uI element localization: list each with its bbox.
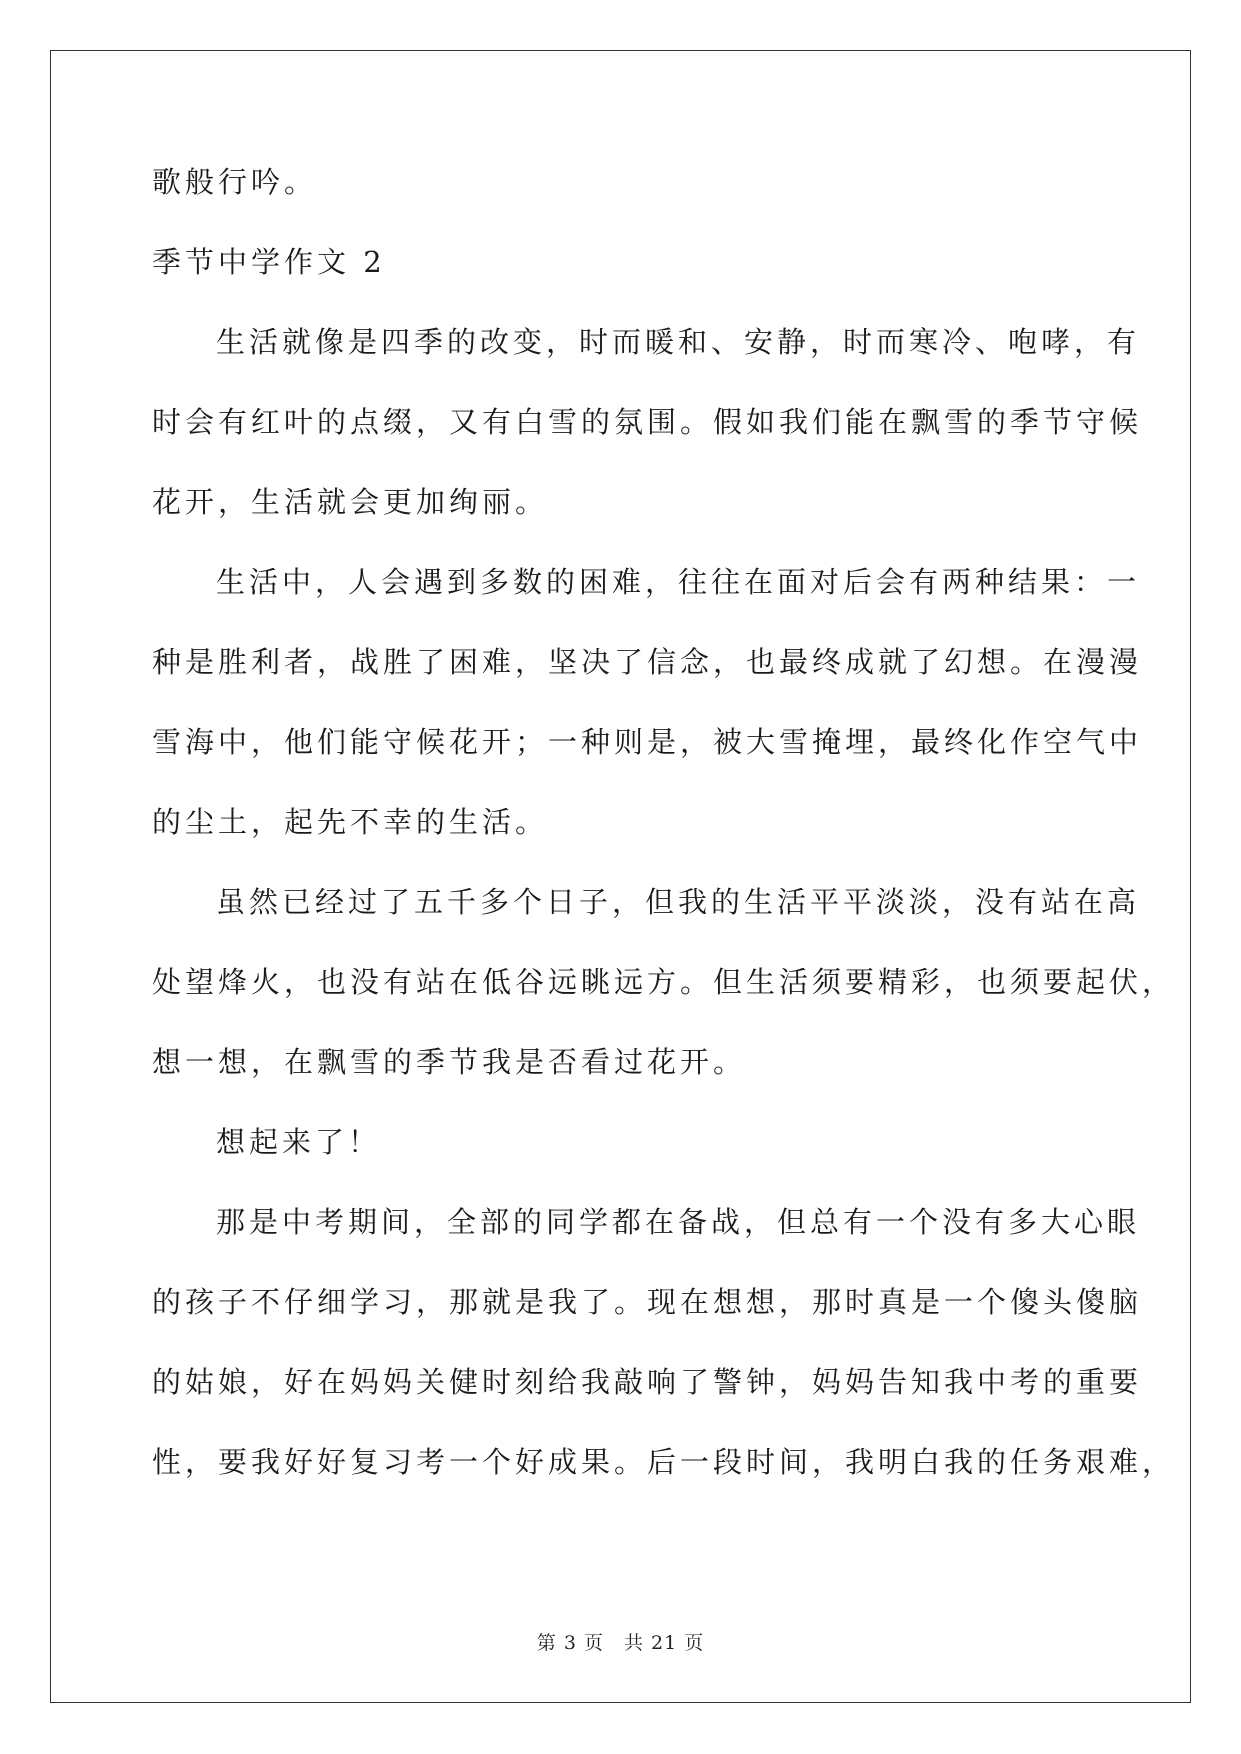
text-line-15: 的孩子不仔细学习，那就是我了。现在想想，那时真是一个傻头傻脑 (152, 1285, 1143, 1319)
text-line-13: 想起来了！ (216, 1125, 382, 1159)
text-line-1: 歌般行吟。 (152, 165, 318, 199)
page-number-current: 第 3 页 (536, 1632, 604, 1654)
text-line-8: 雪海中，他们能守候花开；一种则是，被大雪掩埋，最终化作空气中 (152, 725, 1143, 759)
text-line-12: 想一想，在飘雪的季节我是否看过花开。 (152, 1045, 747, 1079)
text-line-7: 种是胜利者，战胜了困难，坚决了信念，也最终成就了幻想。在漫漫 (152, 645, 1143, 679)
document-body (152, 162, 1176, 1522)
section-heading: 季节中学作文 2 (152, 245, 386, 279)
text-line-14: 那是中考期间，全部的同学都在备战，但总有一个没有多大心眼 (216, 1205, 1141, 1239)
text-line-5: 花开，生活就会更加绚丽。 (152, 485, 549, 519)
text-line-11: 处望烽火，也没有站在低谷远眺远方。但生活须要精彩，也须要起伏， (152, 965, 1176, 999)
text-line-4: 时会有红叶的点缀，又有白雪的氛围。假如我们能在飘雪的季节守候 (152, 405, 1143, 439)
text-line-3: 生活就像是四季的改变，时而暖和、安静，时而寒冷、咆哮，有 (216, 325, 1141, 359)
text-line-9: 的尘土，起先不幸的生活。 (152, 805, 549, 839)
page-number-total: 共 21 页 (623, 1632, 705, 1654)
page-footer (0, 1628, 1241, 1655)
text-line-10: 虽然已经过了五千多个日子，但我的生活平平淡淡，没有站在高 (216, 885, 1141, 919)
text-line-6: 生活中，人会遇到多数的困难，往往在面对后会有两种结果：一 (216, 565, 1141, 599)
text-line-16: 的姑娘，好在妈妈关健时刻给我敲响了警钟，妈妈告知我中考的重要 (152, 1365, 1143, 1399)
text-line-17: 性，要我好好复习考一个好成果。后一段时间，我明白我的任务艰难， (152, 1445, 1176, 1479)
